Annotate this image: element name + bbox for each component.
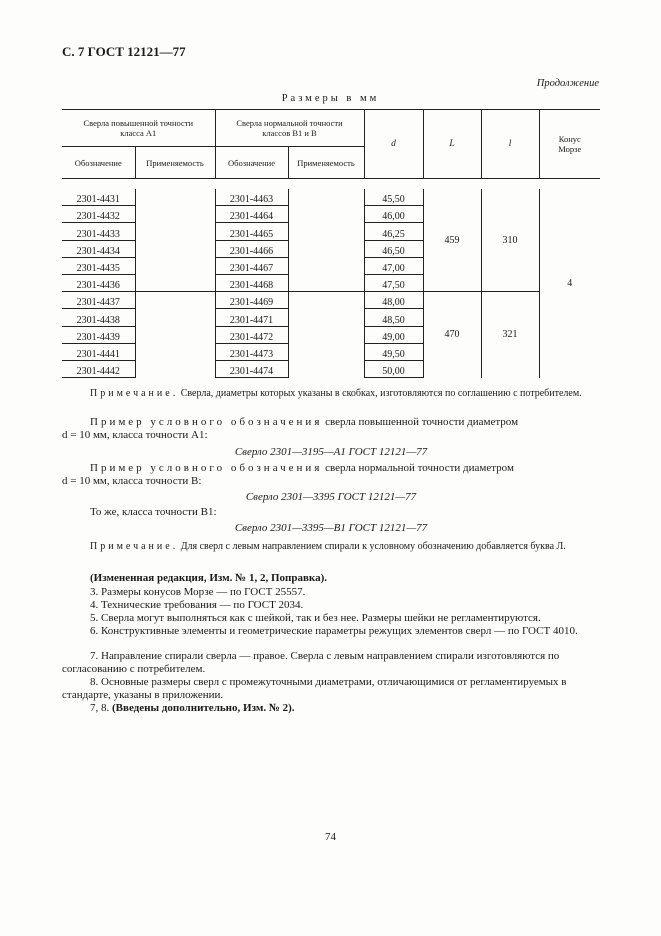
example-2: Пример условного обозначения сверла нормальной точности диаметром — [90, 462, 514, 474]
header-b-group: Сверла нормальной точности классов В1 и В — [215, 110, 364, 147]
table-row: 2301-4438 2301-4471 48,50 — [62, 309, 600, 326]
header-designation-a1: Обозначение — [62, 147, 135, 179]
table-row: 2301-4435 2301-4467 47,00 — [62, 257, 600, 274]
example-1-formula: Сверло 2301—3195—А1 ГОСТ 12121—77 — [234, 446, 428, 458]
drill-size-table — [62, 109, 600, 378]
para-5: 5. Сверла могут выполняться как с шейкой, так и без нее. Размеры шейки не регламентируются. — [90, 612, 541, 624]
para-3: 3. Размеры конусов Морзе — по ГОСТ 25557. — [90, 586, 306, 598]
table-row: 2301-4439 2301-4472 49,00 — [62, 326, 600, 343]
table-row: 2301-4441 2301-4473 49,50 — [62, 343, 600, 360]
note-2: Примечание. Для сверл с левым направлением спирали к условному обозначению добавляется буква Л. — [90, 541, 566, 552]
para-7-8: 7, 8. (Введены дополнительно, Изм. № 2). — [90, 702, 295, 714]
header-morse: Конус Морзе — [539, 110, 600, 179]
example-1: Пример условного обозначения сверла повышенной точности диаметром — [90, 416, 519, 428]
table-row: 2301-4442 2301-4474 50,00 — [62, 360, 600, 377]
header-d: d — [364, 110, 423, 179]
header-L: L — [423, 110, 481, 179]
example-2-line2: d = 10 мм, класса точности В: — [62, 475, 202, 487]
note-1: Примечание. Сверла, диаметры которых указаны в скобках, изготовляются по соглашению с потребителем. — [90, 388, 582, 399]
example-2-formula: Сверло 2301—3395 ГОСТ 12121—77 — [245, 491, 417, 503]
table-row: 2301-4433 2301-4465 46,25 — [62, 223, 600, 240]
table-row: 2301-4436 2301-4468 47,50 — [62, 274, 600, 291]
continued-label: Продолжение — [536, 78, 599, 89]
table-row: 2301-4431 2301-4463 45,50 459 310 4 — [62, 189, 600, 206]
same-b1: То же, класса точности В1: — [90, 506, 217, 518]
header-applicability-b: Применяемость — [288, 147, 364, 179]
page-number: 74 — [325, 831, 336, 843]
morse-cone-value: 4 — [539, 189, 600, 378]
example-1-line2: d = 10 мм, класса точности А1: — [62, 429, 208, 441]
para-7: 7. Направление спирали сверла — правое. Сверла с левым направлением спирали изготовляются по согласованию с потребителем. — [62, 650, 560, 675]
group2-l: 321 — [481, 292, 539, 378]
changed-edition: (Измененная редакция, Изм. № 1, 2, Поправка). — [90, 572, 327, 584]
header-a1-group: Сверла повышенной точности класса А1 — [62, 110, 215, 147]
header-l: l — [481, 110, 539, 179]
group1-l: 310 — [481, 189, 539, 292]
table-row: 2301-4432 2301-4464 46,00 — [62, 206, 600, 223]
para-4: 4. Технические требования — по ГОСТ 2034. — [90, 599, 304, 611]
group1-L: 459 — [423, 189, 481, 292]
example-3-formula: Сверло 2301—3395—В1 ГОСТ 12121—77 — [234, 522, 428, 534]
header-applicability-a1: Применяемость — [135, 147, 215, 179]
dimensions-label: Размеры в мм — [281, 93, 380, 104]
group2-L: 470 — [423, 292, 481, 378]
page-header: С. 7 ГОСТ 12121—77 — [62, 44, 186, 59]
table-row: 2301-4437 2301-4469 48,00 470 321 — [62, 292, 600, 309]
para-8: 8. Основные размеры сверл с промежуточными диаметрами, отличающимися от регламентируемых в стандарте, указаны в приложении. — [62, 676, 567, 701]
table-row: 2301-4434 2301-4466 46,50 — [62, 240, 600, 257]
header-designation-b: Обозначение — [215, 147, 288, 179]
para-6: 6. Конструктивные элементы и геометрические параметры режущих элементов сверл — по ГОСТ 4010. — [90, 625, 578, 637]
